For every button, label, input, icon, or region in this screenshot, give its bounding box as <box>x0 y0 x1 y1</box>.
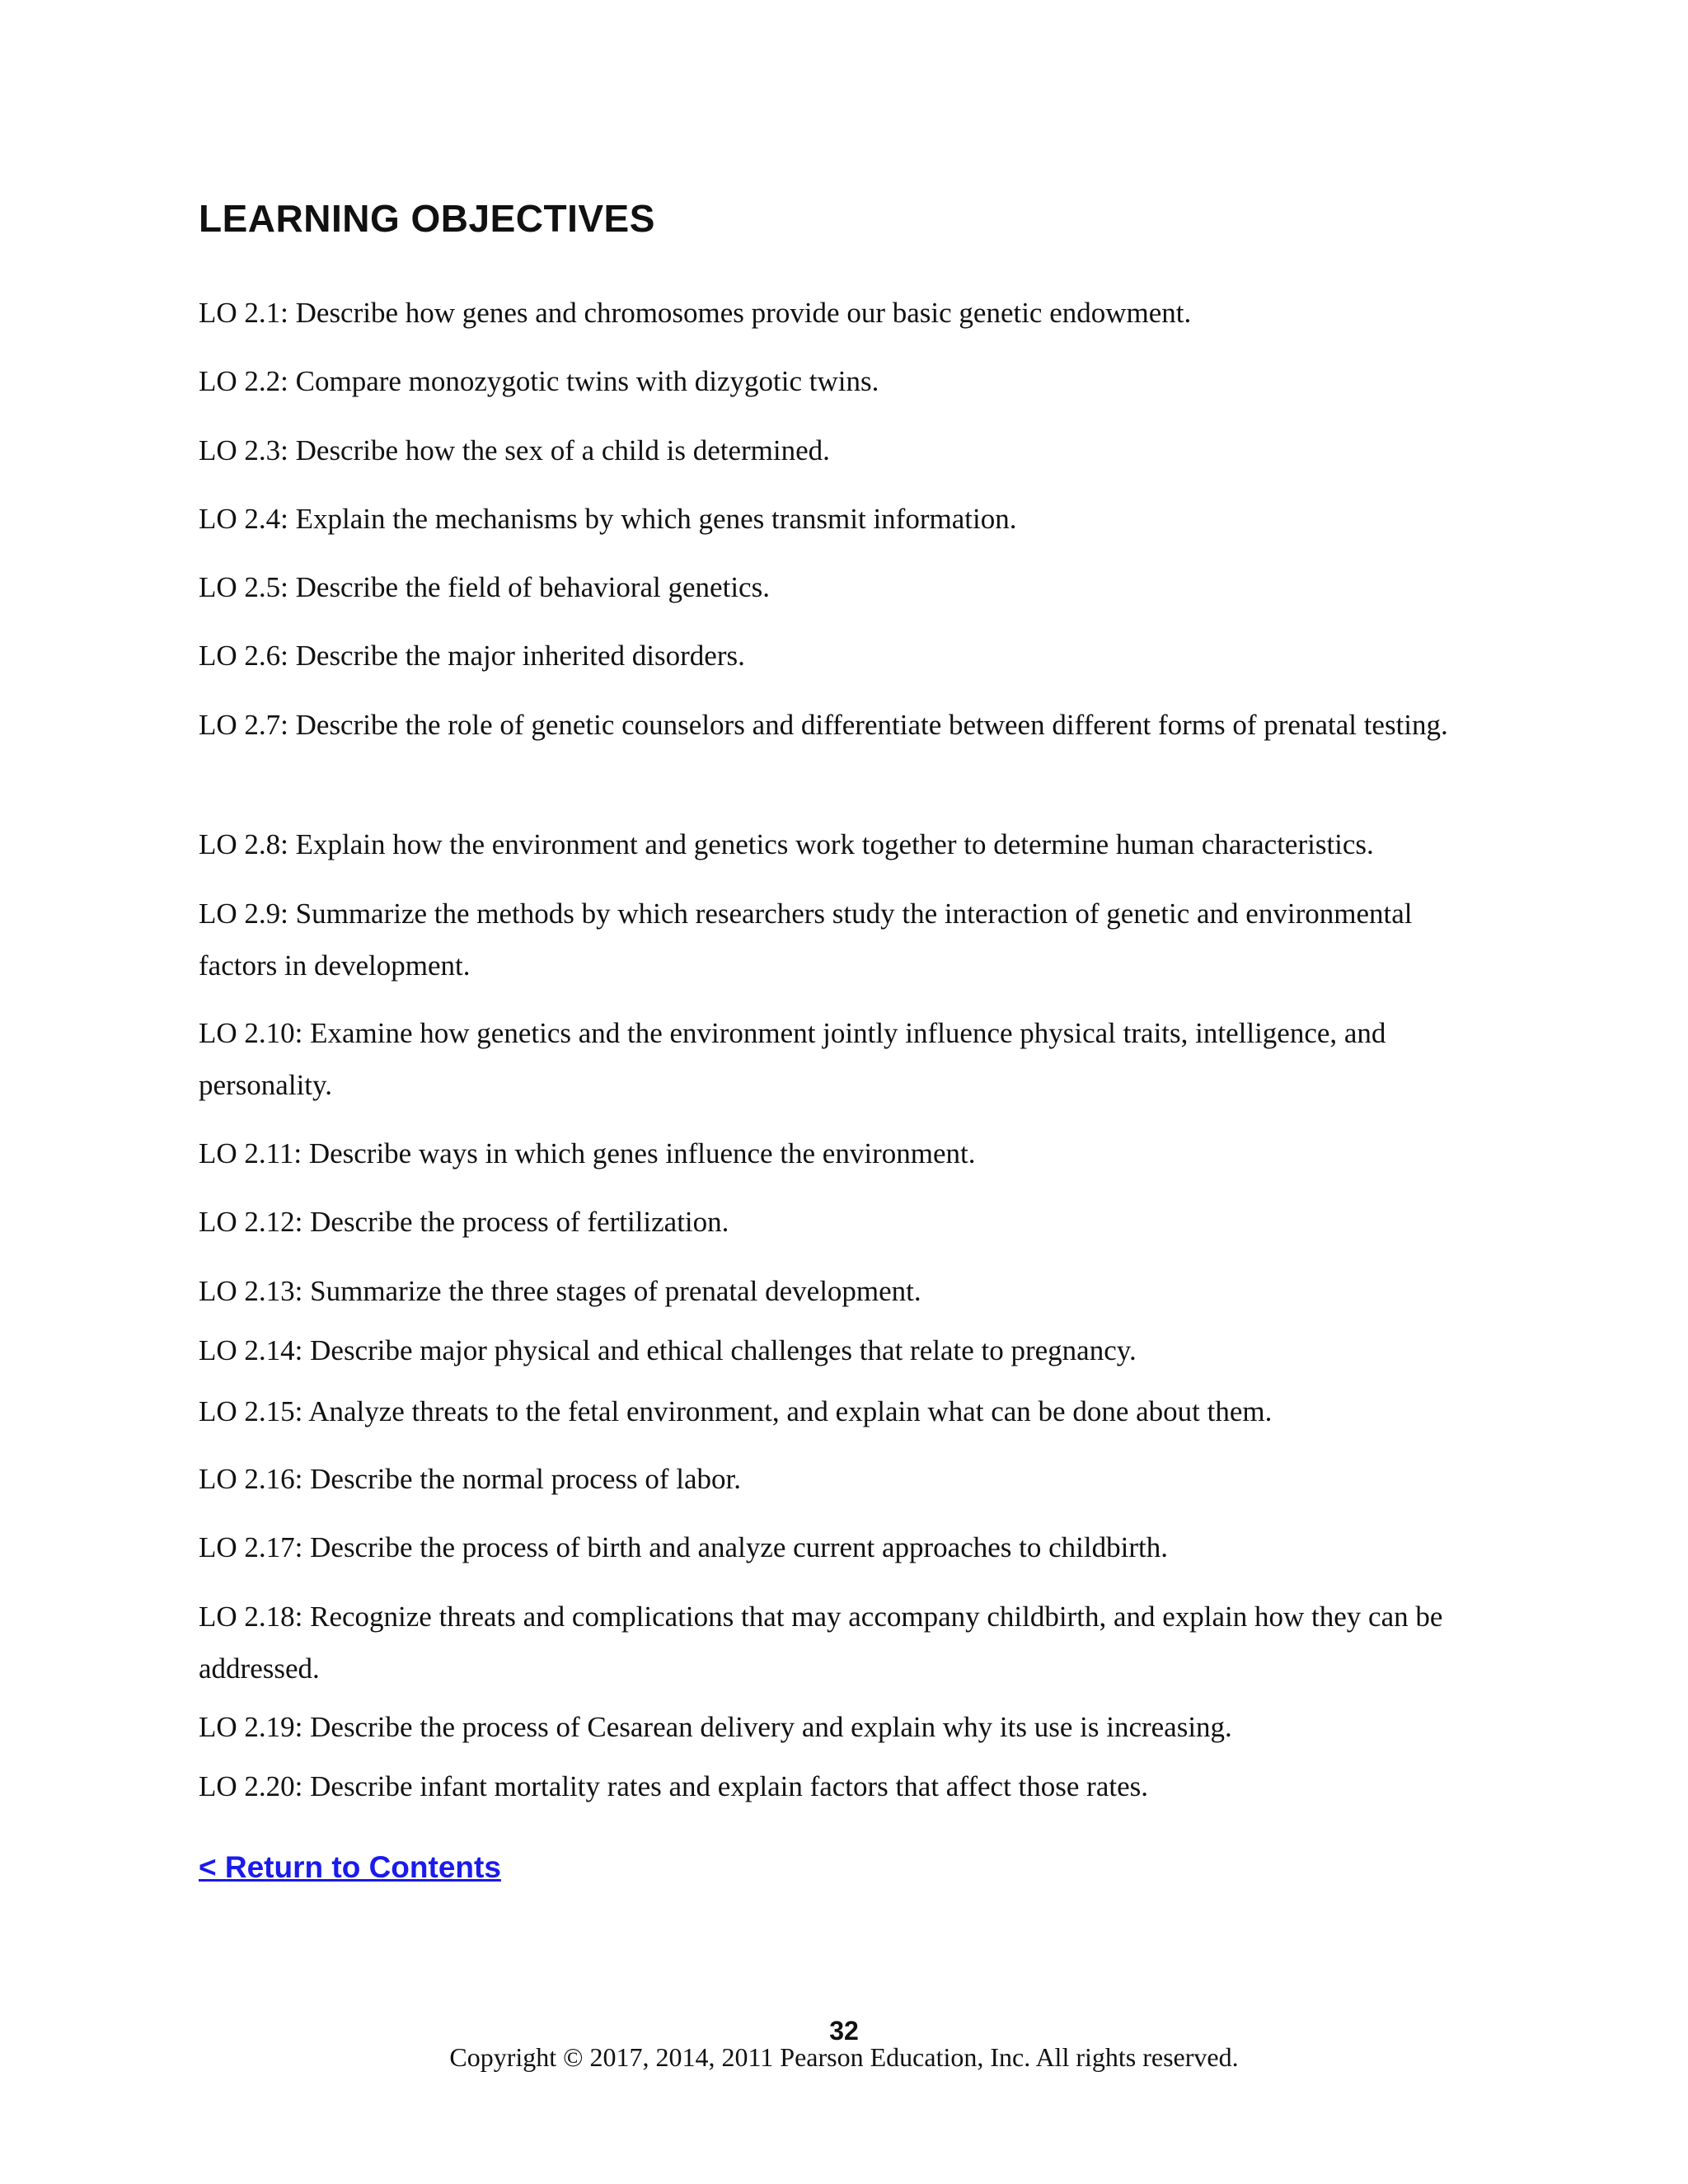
objective-item: LO 2.1: Describe how genes and chromosomes provide our basic genetic endowment. <box>199 297 1192 329</box>
objective-item: LO 2.10: Examine how genetics and the environment jointly influence physical traits, intelligence, and personality. <box>199 1017 1386 1101</box>
objective-item: LO 2.17: Describe the process of birth and analyze current approaches to childbirth. <box>199 1531 1168 1563</box>
objective-item: LO 2.6: Describe the major inherited disorders. <box>199 640 745 672</box>
page-number: 32 <box>829 2016 859 2046</box>
objective-item: LO 2.19: Describe the process of Cesarean delivery and explain why its use is increasing. <box>199 1711 1232 1743</box>
objective-item: LO 2.12: Describe the process of fertilization. <box>199 1206 729 1238</box>
objective-item: LO 2.18: Recognize threats and complications that may accompany childbirth, and explain how they can be addressed. <box>199 1601 1443 1685</box>
objective-item: LO 2.15: Analyze threats to the fetal environment, and explain what can be done about them. <box>199 1395 1273 1427</box>
objective-item: LO 2.16: Describe the normal process of labor. <box>199 1463 742 1495</box>
objective-item: LO 2.20: Describe infant mortality rates and explain factors that affect those rates. <box>199 1770 1148 1802</box>
objective-item: LO 2.11: Describe ways in which genes influence the environment. <box>199 1137 976 1169</box>
objective-item: LO 2.5: Describe the field of behavioral genetics. <box>199 571 770 603</box>
copyright-notice: Copyright © 2017, 2014, 2011 Pearson Education, Inc. All rights reserved. <box>449 2042 1239 2072</box>
objective-item: LO 2.7: Describe the role of genetic counselors and differentiate between different forms of prenatal testing. <box>199 709 1448 741</box>
objective-item: LO 2.8: Explain how the environment and genetics work together to determine human characteristics. <box>199 828 1374 860</box>
objective-item: LO 2.4: Explain the mechanisms by which genes transmit information. <box>199 503 1017 535</box>
objective-item: LO 2.14: Describe major physical and ethical challenges that relate to pregnancy. <box>199 1334 1137 1366</box>
objective-item: LO 2.2: Compare monozygotic twins with dizygotic twins. <box>199 365 879 397</box>
page-heading: LEARNING OBJECTIVES <box>199 197 655 240</box>
objective-item: LO 2.9: Summarize the methods by which researchers study the interaction of genetic and environmental factors in development. <box>199 898 1413 982</box>
return-to-contents-link[interactable]: < Return to Contents <box>199 1850 501 1884</box>
objective-item: LO 2.13: Summarize the three stages of prenatal development. <box>199 1275 921 1307</box>
objective-item: LO 2.3: Describe how the sex of a child is determined. <box>199 434 830 466</box>
